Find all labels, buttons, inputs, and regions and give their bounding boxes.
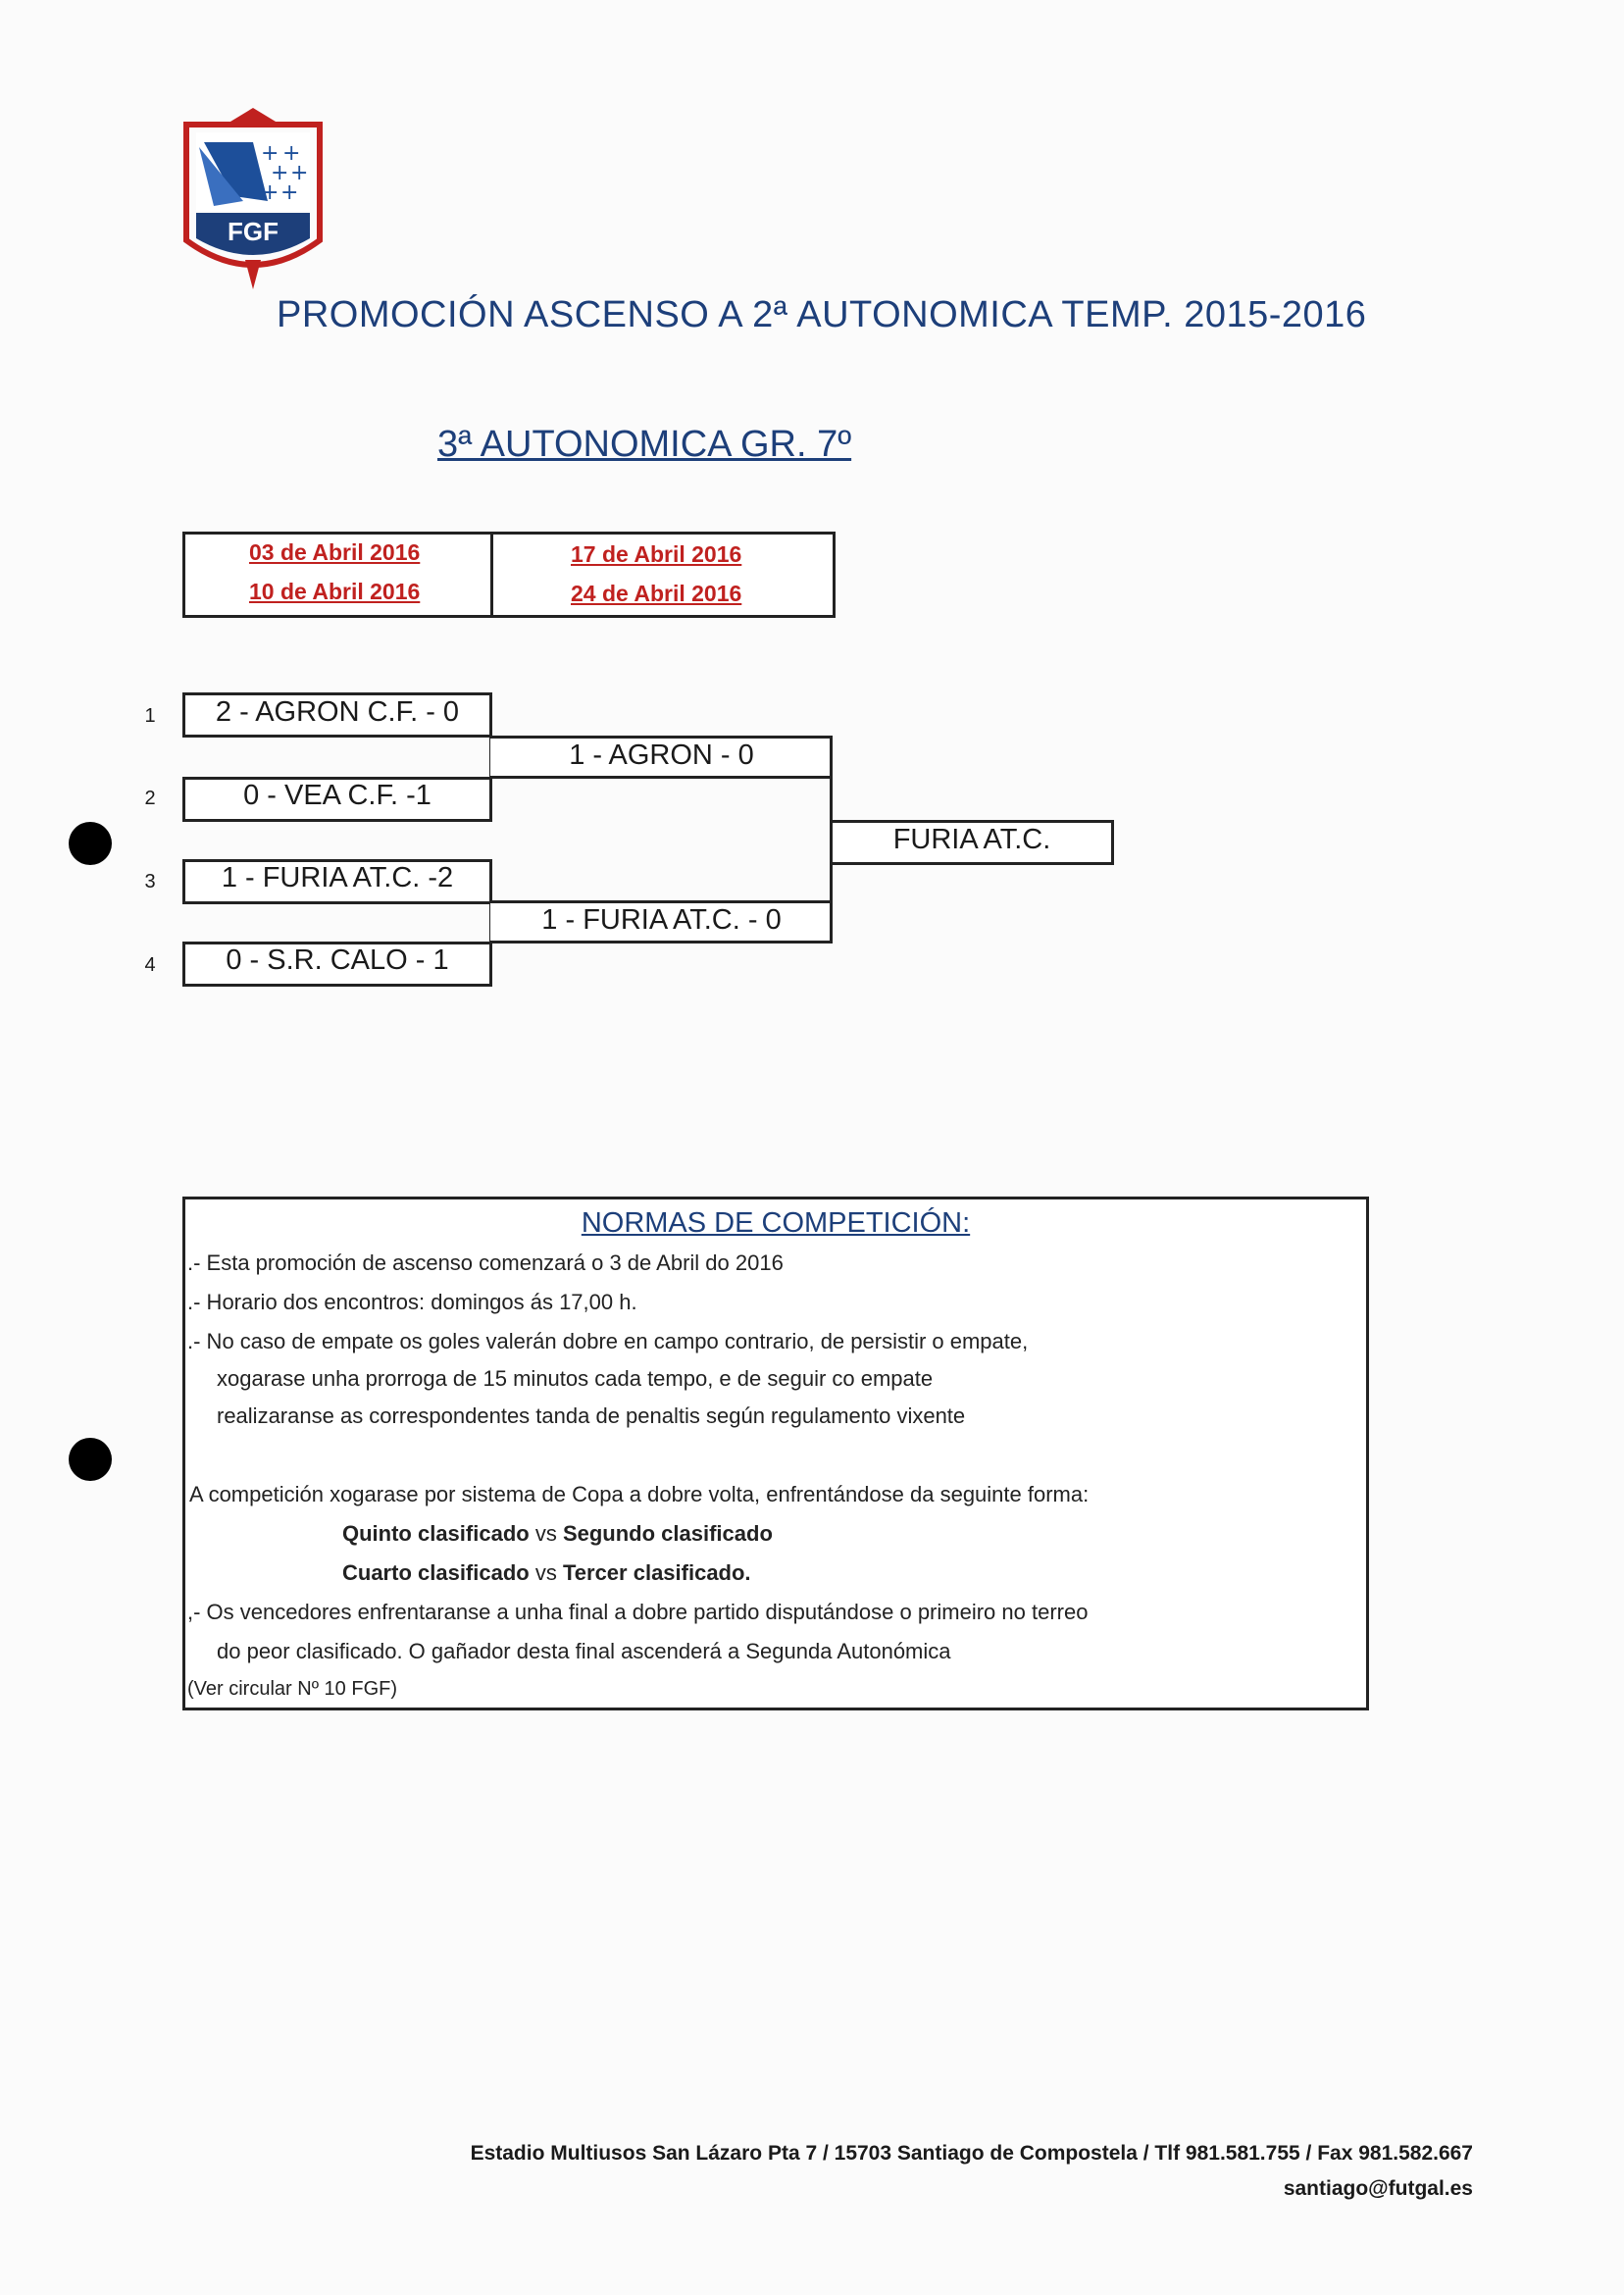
competition-rules-box xyxy=(182,1197,1369,1710)
team-position: Quinto clasificado xyxy=(342,1521,530,1546)
round1-result-2: 0 - VEA C.F. -1 xyxy=(243,780,431,811)
date-round1-first: 03 de Abril 2016 xyxy=(249,539,421,565)
svg-text:+: + xyxy=(261,141,279,166)
date-round1-second: 10 de Abril 2016 xyxy=(249,579,421,604)
rule-line: .- Esta promoción de ascenso comenzará o 3 de Abril do 2016 xyxy=(187,1250,784,1275)
svg-text:+: + xyxy=(280,180,299,205)
vs-label: vs xyxy=(534,1521,557,1546)
seed-number: 4 xyxy=(144,954,156,976)
footer-email: santiago@futgal.es xyxy=(1283,2177,1473,2200)
rule-line: do peor clasificado. O gañador desta final ascenderá a Segunda Autonómica xyxy=(217,1639,951,1663)
semifinal-result-2: 1 - FURIA AT.C. - 0 xyxy=(541,904,782,936)
fgf-logo xyxy=(175,103,331,289)
rule-line: (Ver circular Nº 10 FGF) xyxy=(187,1678,398,1700)
rule-line: realizaranse as correspondentes tanda de penaltis según regulamento vixente xyxy=(217,1403,966,1428)
round1-result-4: 0 - S.R. CALO - 1 xyxy=(226,944,449,976)
team-position: Segundo clasificado xyxy=(562,1521,773,1546)
group-title: 3ª AUTONOMICA GR. 7º xyxy=(437,424,852,465)
semifinal-result-1: 1 - AGRON - 0 xyxy=(569,740,754,771)
team-position: Cuarto clasificado xyxy=(342,1560,530,1585)
logo-text: FGF xyxy=(228,217,279,246)
date-round2-second: 24 de Abril 2016 xyxy=(571,581,742,606)
match-pairing-1 xyxy=(342,1521,773,1547)
rule-line: xogarase unha prorroga de 15 minutos cada tempo, e de seguir co empate xyxy=(217,1366,934,1391)
rules-title: NORMAS DE COMPETICIÓN: xyxy=(581,1207,971,1239)
rule-line: .- Horario dos encontros: domingos ás 17,00 h. xyxy=(187,1290,637,1314)
round1-result-1: 2 - AGRON C.F. - 0 xyxy=(215,696,460,728)
footer-address: Estadio Multiusos San Lázaro Pta 7 / 15703 Santiago de Compostela / Tlf 981.581.755 / Fax 981.582.667 xyxy=(470,2142,1473,2165)
svg-text:+: + xyxy=(282,141,301,166)
punch-hole xyxy=(69,822,112,865)
rule-line: A competición xogarase por sistema de Copa a dobre volta, enfrentándose da seguinte forma: xyxy=(189,1482,1090,1506)
round1-result-3: 1 - FURIA AT.C. -2 xyxy=(221,862,454,893)
seed-number: 1 xyxy=(144,705,156,727)
svg-text:+: + xyxy=(271,161,289,185)
svg-text:+: + xyxy=(261,180,279,205)
punch-hole xyxy=(69,1438,112,1481)
seed-number: 3 xyxy=(144,871,156,892)
page-title: PROMOCIÓN ASCENSO A 2ª AUTONOMICA TEMP. 2015-2016 xyxy=(277,294,1367,335)
rule-line: ,- Os vencedores enfrentaranse a unha final a dobre partido disputándose o primeiro no terreo xyxy=(187,1600,1089,1624)
team-position: Tercer clasificado. xyxy=(562,1560,751,1585)
svg-text:+: + xyxy=(290,161,309,185)
date-round2-first: 17 de Abril 2016 xyxy=(571,541,742,567)
match-pairing-2 xyxy=(342,1560,751,1586)
seed-number: 2 xyxy=(144,788,156,809)
winner-team: FURIA AT.C. xyxy=(892,824,1051,855)
rule-line: .- No caso de empate os goles valerán dobre en campo contrario, de persistir o empate, xyxy=(187,1329,1029,1353)
vs-label: vs xyxy=(534,1560,557,1585)
